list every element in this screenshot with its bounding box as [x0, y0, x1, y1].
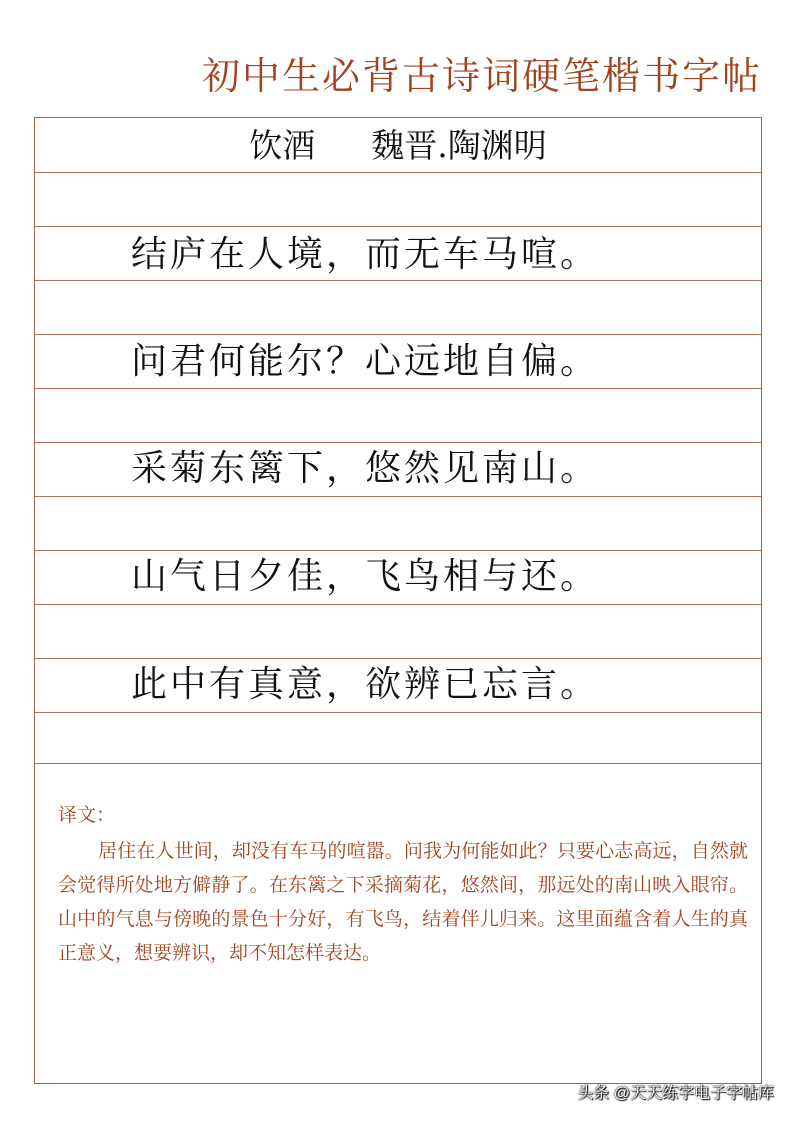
poem-line-5: 此中有真意，欲辨已忘言。	[131, 664, 600, 705]
ruled-line	[35, 712, 761, 713]
ruled-line	[35, 226, 761, 227]
poem-line-3: 采菊东篱下，悠然见南山。	[131, 448, 600, 489]
translation-block	[58, 800, 748, 970]
ruled-line	[35, 763, 761, 764]
translation-label: 译文：	[58, 804, 116, 826]
ruled-line	[35, 172, 761, 173]
poem-author: 魏晋.陶渊明	[371, 126, 547, 165]
poem-line-2: 问君何能尔？心远地自偏。	[131, 341, 600, 382]
poem-title: 饮酒	[249, 126, 316, 165]
ruled-line	[35, 496, 761, 497]
watermark: 头条 @天天练字电子字帖库	[577, 1085, 774, 1102]
page-title: 初中生必背古诗词硬笔楷书字帖	[201, 54, 762, 98]
ruled-line	[35, 604, 761, 605]
poem-line-4: 山气日夕佳，飞鸟相与还。	[131, 556, 600, 597]
poem-line-1: 结庐在人境，而无车马喧。	[131, 234, 600, 275]
poem-heading	[35, 118, 761, 172]
translation-text: 居住在人世间，却没有车马的喧嚣。问我为何能如此？只要心志高远，自然就会觉得所处地方僻静了。在东篱之下采摘菊花，悠然间，那远处的南山映入眼帘。山中的气息与傍晚的景色十分好，有飞鸟，结着伴儿归来。这里面蕴含着人生的真正意义，想要辨识，却不知怎样表达。	[58, 840, 748, 964]
